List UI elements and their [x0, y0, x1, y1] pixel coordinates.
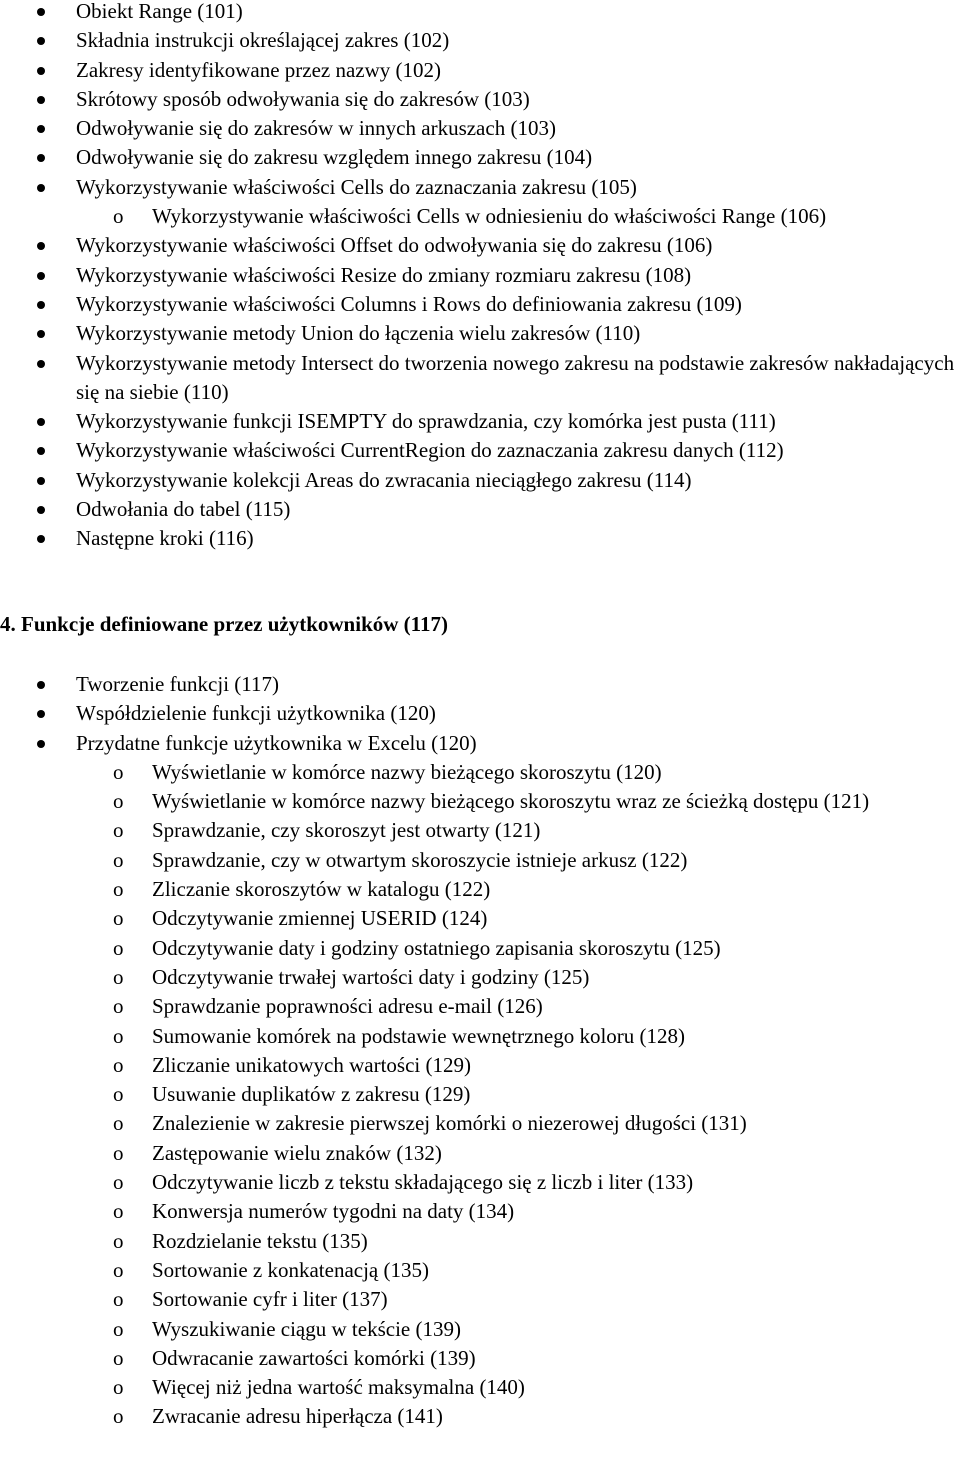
toc-item-text: Następne kroki (116)	[76, 526, 254, 551]
toc-item	[0, 0, 960, 26]
sub-bullet-icon: o	[113, 818, 124, 843]
toc-item-text: Sprawdzanie, czy w otwartym skoroszycie istnieje arkusz (122)	[152, 847, 688, 872]
toc-item-text: Wykorzystywanie właściwości Columns i Rows do definiowania zakresu (109)	[76, 291, 742, 316]
toc-subitem	[0, 816, 960, 845]
sub-bullet-icon: o	[113, 994, 124, 1019]
sub-bullet-icon: o	[113, 1345, 124, 1370]
sub-bullet-icon: o	[113, 935, 124, 960]
toc-item	[0, 495, 960, 524]
toc-subitem	[0, 1315, 960, 1344]
toc-item-text: Tworzenie funkcji (117)	[76, 672, 280, 696]
toc-item	[0, 173, 960, 202]
toc-item-text: Zastępowanie wielu znaków (132)	[152, 1140, 442, 1165]
toc-item-text: Wyświetlanie w komórce nazwy bieżącego skoroszytu (120)	[152, 759, 662, 784]
sub-bullet-icon: o	[113, 1082, 124, 1107]
toc-subitem	[0, 875, 960, 904]
toc-item-text: Sortowanie z konkatenacją (135)	[152, 1257, 429, 1282]
toc-item-text: Rozdzielanie tekstu (135)	[152, 1228, 368, 1253]
toc-item-text: Zakresy identyfikowane przez nazwy (102)	[76, 57, 442, 82]
toc-item-text: Konwersja numerów tygodni na daty (134)	[152, 1199, 515, 1224]
toc-subitem	[0, 1256, 960, 1285]
sub-bullet-icon: o	[113, 1023, 124, 1048]
sub-bullet-icon: o	[113, 1287, 124, 1312]
toc-item	[0, 349, 960, 408]
toc-item-text: Sprawdzanie, czy skoroszyt jest otwarty (121)	[152, 818, 541, 843]
toc-subitem	[0, 1373, 960, 1402]
toc-item-text: Współdzielenie funkcji użytkownika (120)	[76, 701, 436, 726]
bullet-icon	[37, 477, 45, 485]
toc-item-text: Odwoływanie się do zakresów w innych arkuszach (103)	[76, 116, 556, 141]
toc-item-text: Wyświetlanie w komórce nazwy bieżącego skoroszytu wraz ze ścieżką dostępu (121)	[152, 789, 870, 814]
sub-bullet-icon: o	[113, 1257, 124, 1282]
toc-item-text: Odwoływanie się do zakresu względem innego zakresu (104)	[76, 145, 593, 170]
toc-subitem	[0, 1022, 960, 1051]
bullet-icon	[37, 8, 45, 16]
toc-item-text: Znalezienie w zakresie pierwszej komórki o niezerowej długości (131)	[152, 1111, 747, 1136]
sub-bullet-icon: o	[113, 1316, 124, 1341]
toc-subitem	[0, 1139, 960, 1168]
bullet-icon	[37, 37, 45, 45]
toc-subitem	[0, 992, 960, 1021]
toc-item-text: Usuwanie duplikatów z zakresu (129)	[152, 1082, 471, 1107]
sub-bullet-icon: o	[113, 906, 124, 931]
toc-item-text: Sprawdzanie poprawności adresu e-mail (126)	[152, 994, 543, 1019]
bullet-icon	[37, 67, 45, 75]
toc-item	[0, 143, 960, 172]
toc-subitem	[0, 1285, 960, 1314]
toc-item-text: Sortowanie cyfr i liter (137)	[152, 1287, 388, 1312]
section-4-list	[0, 670, 960, 1432]
bullet-icon	[37, 125, 45, 133]
toc-item-text: Zliczanie unikatowych wartości (129)	[152, 1052, 471, 1077]
sub-bullet-icon: o	[113, 1140, 124, 1165]
toc-item-text: Zwracanie adresu hiperłącza (141)	[152, 1404, 443, 1429]
toc-item-text: Odczytywanie daty i godziny ostatniego zapisania skoroszytu (125)	[152, 935, 721, 960]
section-4-heading: 4. Funkcje definiowane przez użytkowników (117)	[0, 612, 448, 636]
sub-bullet-icon: o	[113, 877, 124, 902]
bullet-icon	[37, 272, 45, 280]
bullet-icon	[37, 740, 45, 748]
toc-subitem	[0, 846, 960, 875]
sub-bullet-icon: o	[113, 204, 124, 229]
sub-bullet-icon: o	[113, 1228, 124, 1253]
toc-item-text: Odczytywanie liczb z tekstu składającego się z liczb i liter (133)	[152, 1170, 694, 1195]
toc-subitem	[0, 1227, 960, 1256]
toc-subitem	[0, 1168, 960, 1197]
sub-bullet-icon: o	[113, 1404, 124, 1429]
toc-item	[0, 56, 960, 85]
toc-subitem	[0, 1080, 960, 1109]
toc-item-text: Wyszukiwanie ciągu w tekście (139)	[152, 1316, 461, 1341]
toc-item-text: Odczytywanie zmiennej USERID (124)	[152, 906, 488, 931]
toc-item-text: Wykorzystywanie właściwości Cells do zaznaczania zakresu (105)	[76, 174, 637, 199]
sub-bullet-icon: o	[113, 759, 124, 784]
bullet-icon	[37, 330, 45, 338]
toc-subitem	[0, 787, 960, 816]
bullet-icon	[37, 301, 45, 309]
bullet-icon	[37, 242, 45, 250]
toc-item	[0, 231, 960, 260]
toc-item	[0, 114, 960, 143]
toc-item	[0, 436, 960, 465]
sub-bullet-icon: o	[113, 1052, 124, 1077]
toc-item	[0, 407, 960, 436]
toc-item-text: Wykorzystywanie właściwości Resize do zmiany rozmiaru zakresu (108)	[76, 262, 692, 287]
toc-subitem	[0, 758, 960, 787]
toc-subitem	[0, 202, 960, 231]
toc-item-text: Obiekt Range (101)	[76, 0, 243, 23]
toc-item	[0, 699, 960, 728]
toc-item-text: Wykorzystywanie metody Union do łączenia wielu zakresów (110)	[76, 321, 641, 346]
bullet-icon	[37, 710, 45, 718]
bullet-icon	[37, 418, 45, 426]
toc-subitem	[0, 1197, 960, 1226]
toc-item	[0, 26, 960, 55]
toc-subitem	[0, 963, 960, 992]
toc-item-text: Składnia instrukcji określającej zakres (102)	[76, 28, 450, 53]
toc-subitem	[0, 1402, 960, 1431]
toc-item	[0, 261, 960, 290]
toc-subitem	[0, 1051, 960, 1080]
bullet-icon	[37, 360, 45, 368]
toc-item-text: Wykorzystywanie właściwości CurrentRegion do zaznaczania zakresu danych (112)	[76, 438, 784, 463]
sub-bullet-icon: o	[113, 789, 124, 814]
sub-bullet-icon: o	[113, 1375, 124, 1400]
toc-item-text: Sumowanie komórek na podstawie wewnętrznego koloru (128)	[152, 1023, 686, 1048]
bullet-icon	[37, 184, 45, 192]
toc-item	[0, 319, 960, 348]
bullet-icon	[37, 681, 45, 689]
toc-item	[0, 524, 960, 553]
toc-item-text: Przydatne funkcje użytkownika w Excelu (120)	[76, 730, 477, 755]
toc-subitem	[0, 1109, 960, 1138]
toc-item	[0, 290, 960, 319]
toc-item-text: Wykorzystywanie funkcji ISEMPTY do sprawdzania, czy komórka jest pusta (111)	[76, 409, 776, 434]
toc-item-text: Wykorzystywanie metody Intersect do tworzenia nowego zakresu na podstawie zakresów nakładających się na siebie (110)	[76, 350, 955, 404]
toc-subitem	[0, 1344, 960, 1373]
toc-item	[0, 729, 960, 758]
bullet-icon	[37, 96, 45, 104]
toc-item	[0, 85, 960, 114]
bullet-icon	[37, 506, 45, 514]
section-3-list	[0, 0, 960, 554]
toc-subitem	[0, 904, 960, 933]
toc-item	[0, 466, 960, 495]
toc-item-text: Skrótowy sposób odwoływania się do zakresów (103)	[76, 86, 530, 111]
toc-item-text: Więcej niż jedna wartość maksymalna (140)	[152, 1375, 525, 1400]
bullet-icon	[37, 535, 45, 543]
sub-bullet-icon: o	[113, 1170, 124, 1195]
toc-item-text: Odczytywanie trwałej wartości daty i godziny (125)	[152, 964, 590, 989]
sub-bullet-icon: o	[113, 964, 124, 989]
bullet-icon	[37, 154, 45, 162]
sub-bullet-icon: o	[113, 1199, 124, 1224]
toc-item-text: Wykorzystywanie właściwości Offset do odwoływania się do zakresu (106)	[76, 233, 713, 258]
toc-item-text: Odwołania do tabel (115)	[76, 497, 291, 522]
toc-subitem	[0, 934, 960, 963]
sub-bullet-icon: o	[113, 1111, 124, 1136]
toc-item-text: Zliczanie skoroszytów w katalogu (122)	[152, 877, 491, 902]
bullet-icon	[37, 447, 45, 455]
toc-item-text: Wykorzystywanie właściwości Cells w odniesieniu do właściwości Range (106)	[152, 204, 827, 229]
toc-item-text: Wykorzystywanie kolekcji Areas do zwracania nieciągłego zakresu (114)	[76, 467, 692, 492]
toc-item-text: Odwracanie zawartości komórki (139)	[152, 1345, 476, 1370]
toc-item	[0, 670, 960, 699]
sub-bullet-icon: o	[113, 847, 124, 872]
